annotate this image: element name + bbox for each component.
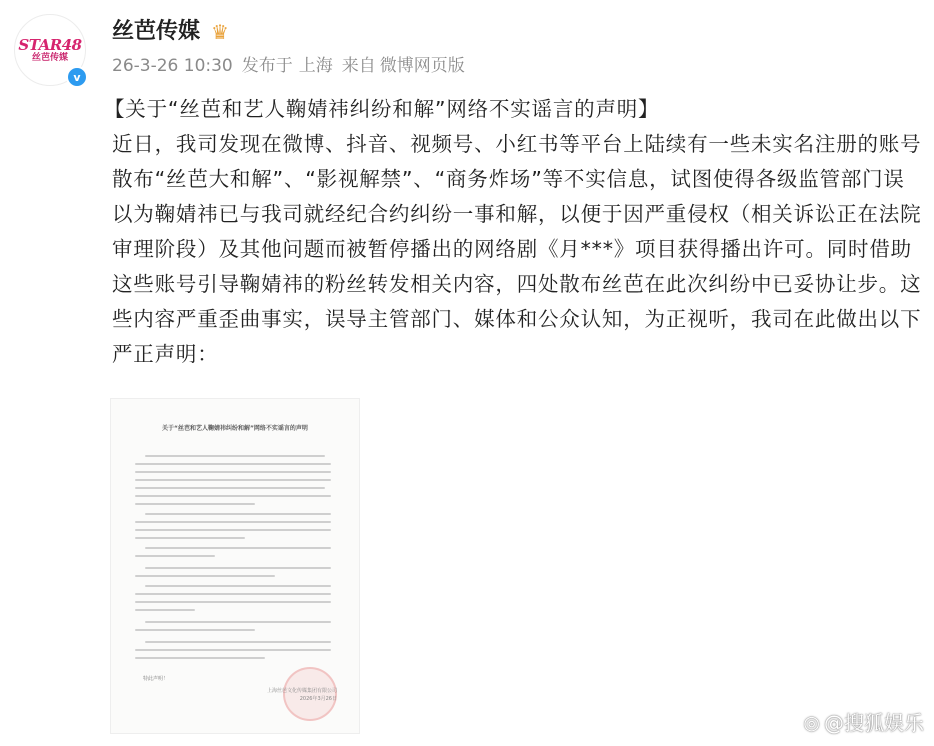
- post-source-link[interactable]: 微博网页版: [379, 56, 465, 76]
- statement-text-line: [145, 455, 325, 457]
- post-title: 【关于“丝芭和艺人鞠婧祎纠纷和解”网络不实谣言的声明】: [104, 97, 660, 121]
- statement-text-line: [135, 479, 331, 481]
- statement-text-line: [145, 567, 331, 569]
- post-content: [104, 92, 924, 372]
- statement-text-line: [135, 649, 331, 651]
- statement-text-line: [135, 601, 331, 603]
- watermark: [803, 710, 924, 736]
- statement-text-line: [145, 547, 331, 549]
- statement-text-line: [135, 471, 331, 473]
- verified-badge-icon: v: [66, 66, 88, 88]
- statement-text-line: [135, 575, 275, 577]
- statement-image-signer: 上海丝芭文化传媒集团有限公司: [266, 688, 337, 694]
- statement-text-line: [135, 593, 331, 595]
- statement-image[interactable]: [110, 398, 360, 734]
- crown-icon: ♛: [211, 20, 229, 44]
- statement-image-title: 关于“丝芭和艺人鞠婧祎纠纷和解”网络不实谣言的声明: [162, 425, 308, 432]
- published-from-prefix: 发布于: [241, 56, 293, 76]
- statement-text-line: [135, 629, 255, 631]
- post-meta: [112, 53, 474, 79]
- author-name[interactable]: 丝芭传媒: [112, 19, 201, 44]
- statement-text-line: [145, 513, 331, 515]
- post-location: 上海: [298, 56, 333, 76]
- statement-text-line: [145, 641, 331, 643]
- statement-text-line: [135, 521, 331, 523]
- watermark-text: @搜狐娱乐: [824, 711, 924, 735]
- statement-text-line: [135, 555, 215, 557]
- avatar-logo-text: STAR48: [18, 35, 82, 54]
- statement-text-line: [135, 657, 265, 659]
- statement-text-line: [135, 487, 325, 489]
- statement-text-line: [135, 537, 245, 539]
- post-time[interactable]: 26-3-26 10:30: [112, 56, 233, 76]
- statement-image-closing: 特此声明！: [143, 676, 169, 682]
- weibo-icon: ◎: [803, 712, 820, 734]
- post-body: 近日，我司发现在微博、抖音、视频号、小红书等平台上陆续有一些未实名注册的账号散布“丝芭大和解”、“影视解禁”、“商务炸场”等不实信息，试图使得各级监管部门误以为鞠婧祎已与我司就经纪合约纠纷一事和解，以便于因严重侵权（相关诉讼正在法院审理阶段）及其他问题而被暂停播出的网络剧《月***》项目获得播出许可。同时借助这些账号引导鞠婧祎的粉丝转发相关内容，四处散布丝芭在此次纠纷中已妥协让步。这些内容严重歪曲事实，误导主管部门、媒体和公众认知，为正视听，我司在此做出以下严正声明：: [112, 132, 922, 366]
- statement-image-date: 2026年3月26日: [299, 696, 337, 702]
- statement-text-line: [135, 495, 331, 497]
- statement-text-line: [145, 585, 331, 587]
- statement-text-line: [135, 463, 331, 465]
- avatar-logo-subtext: 丝芭传媒: [31, 52, 68, 63]
- statement-text-line: [135, 503, 255, 505]
- statement-text-line: [145, 621, 331, 623]
- source-prefix: 来自: [341, 56, 376, 76]
- statement-image-signature: [267, 687, 337, 703]
- statement-text-line: [135, 609, 195, 611]
- statement-text-line: [135, 529, 331, 531]
